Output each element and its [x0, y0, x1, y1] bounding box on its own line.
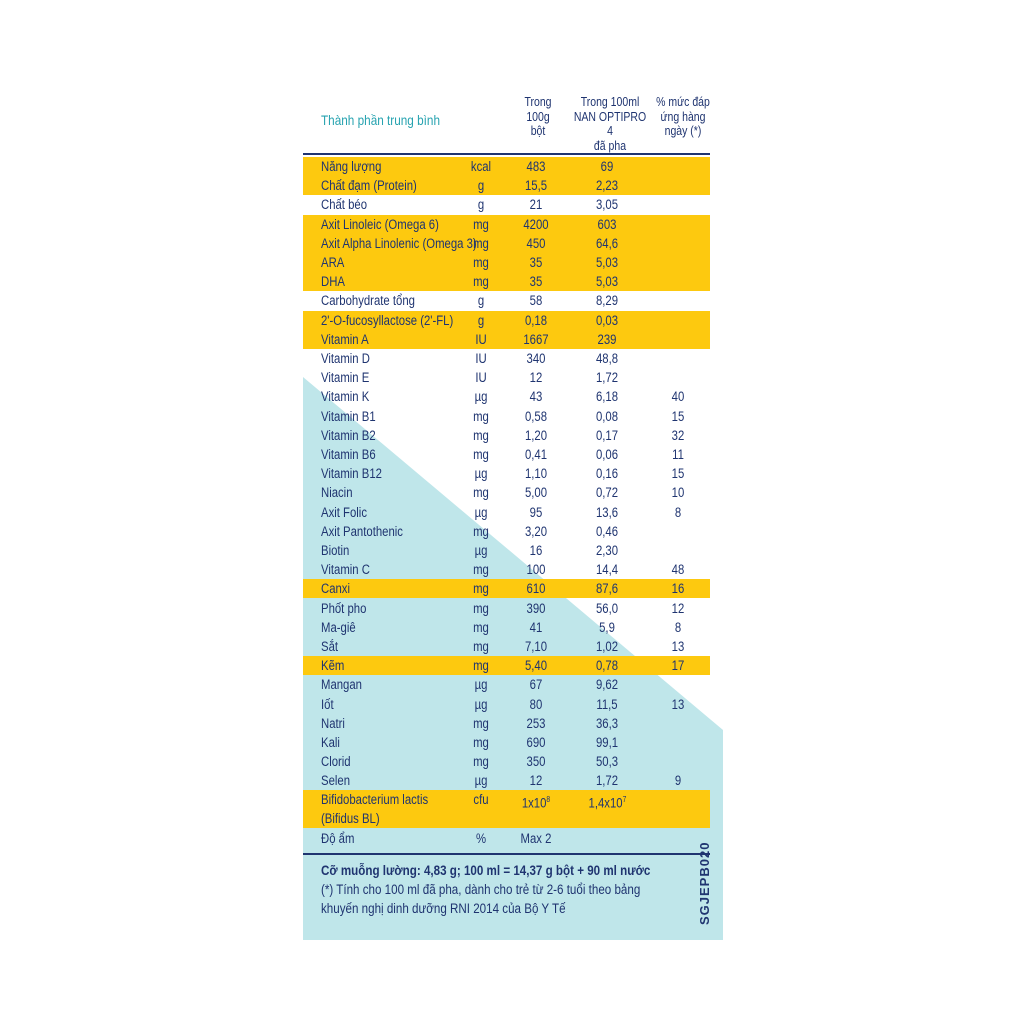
nutrient-name: Axit Linoleic (Omega 6): [321, 216, 439, 232]
column-header-per-100ml: Trong 100ml NAN OPTIPRO 4 đã pha: [573, 95, 647, 153]
nutrient-unit: mg: [473, 274, 489, 290]
column-header-daily-percent: % mức đáp ứng hàng ngày (*): [656, 95, 710, 138]
daily-value-percent: 32: [671, 427, 685, 443]
value-per-100g: 15,5: [524, 178, 548, 194]
row-highlight: [303, 272, 710, 291]
nutrient-name: Axit Folic: [321, 504, 368, 520]
table-row: [303, 733, 710, 752]
daily-value-percent: 40: [671, 389, 685, 405]
nutrient-name: Vitamin B1: [321, 408, 376, 424]
nutrient-name: Canxi: [321, 581, 350, 597]
nutrient-name: Độ ẩm: [321, 831, 355, 846]
nutrient-name: Vitamin B2: [321, 427, 376, 443]
daily-value-percent: 8: [674, 504, 682, 520]
value-per-100g: 5,40: [524, 658, 548, 674]
nutrient-name: Axit Alpha Linolenic (Omega 3): [321, 235, 477, 251]
value-per-100ml: 0,08: [595, 408, 619, 424]
value-per-100g: 4200: [523, 216, 549, 232]
nutrient-name: Ma-giê: [321, 619, 356, 635]
daily-value-percent: 17: [671, 658, 685, 674]
table-row: [303, 599, 710, 618]
table-row: [303, 560, 710, 579]
value-per-100ml: 0,46: [595, 523, 619, 539]
value-per-100ml: 0,72: [595, 485, 619, 501]
nutrient-name: Chất béo: [321, 197, 368, 213]
nutrient-unit: mg: [473, 562, 489, 578]
table-row: [303, 445, 710, 464]
nutrient-unit: µg: [474, 677, 488, 693]
value-per-100ml: 99,1: [595, 735, 619, 750]
value-per-100ml: 14,4: [595, 562, 619, 578]
nutrient-name: Biotin: [321, 543, 350, 558]
table-row: [303, 387, 710, 406]
table-row: [303, 541, 710, 560]
nutrient-unit: µg: [474, 466, 488, 482]
nutrient-name: Carbohydrate tổng: [321, 293, 415, 309]
value-per-100g: 16: [529, 543, 543, 558]
table-row: [303, 618, 710, 637]
value-per-100ml: 2,30: [595, 543, 619, 558]
nutrient-unit: µg: [474, 504, 488, 520]
footer-divider: [303, 853, 710, 855]
value-per-100ml: 1,72: [595, 370, 619, 386]
value-per-100ml: 13,6: [595, 504, 619, 520]
value-per-100ml: 239: [597, 331, 617, 347]
table-row: [303, 637, 710, 656]
nutrient-unit: mg: [473, 581, 489, 597]
table-row: [303, 675, 710, 694]
table-row: [303, 503, 710, 522]
table-row: [303, 291, 710, 310]
value-per-100g: 1,10: [524, 466, 548, 482]
value-per-100ml: 1,72: [595, 773, 619, 789]
table-row: [303, 771, 710, 790]
nutrition-facts-panel: [303, 85, 723, 940]
value-per-100ml: 48,8: [595, 351, 619, 366]
daily-value-percent: 15: [671, 466, 685, 482]
table-row: [303, 695, 710, 714]
value-per-100ml: 6,18: [595, 389, 619, 405]
table-row: [303, 272, 710, 291]
value-per-100g: $1x10^8$: [521, 795, 551, 811]
nutrient-unit: cfu: [473, 792, 489, 807]
table-row: [303, 483, 710, 502]
nutrient-unit: mg: [473, 639, 489, 654]
daily-value-percent: 48: [671, 562, 685, 578]
nutrient-name: Vitamin C: [321, 562, 370, 578]
daily-value-percent: 9: [674, 773, 682, 789]
row-highlight: [303, 253, 710, 272]
value-per-100g: 690: [526, 735, 546, 750]
nutrient-name: 2'-O-fucosyllactose (2'-FL): [321, 312, 454, 328]
value-per-100ml: 69: [600, 159, 614, 174]
nutrient-name: Selen: [321, 773, 351, 789]
value-per-100ml: 56,0: [595, 600, 619, 616]
daily-value-percent: 12: [671, 600, 685, 616]
table-row: [303, 195, 710, 214]
table-row: [303, 464, 710, 483]
nutrient-unit: mg: [473, 523, 489, 539]
nutrient-unit: g: [477, 197, 485, 213]
value-per-100ml: 3,05: [595, 197, 619, 213]
value-per-100g: 67: [529, 677, 543, 693]
nutrient-unit: µg: [474, 773, 488, 789]
value-per-100g: 610: [526, 581, 546, 597]
daily-value-percent: 10: [671, 485, 685, 501]
value-per-100ml: $1,4x10^7$: [588, 795, 627, 811]
value-per-100g: 340: [526, 351, 546, 366]
value-per-100g: 100: [526, 562, 546, 578]
value-per-100g: Max 2: [520, 831, 552, 846]
nutrient-name: Vitamin A: [321, 331, 369, 347]
nutrient-name: Vitamin B12: [321, 466, 382, 482]
nutrient-unit: µg: [474, 389, 488, 405]
nutrient-unit: µg: [474, 543, 488, 558]
nutrient-unit: mg: [473, 235, 489, 251]
nutrient-unit: %: [475, 831, 487, 846]
nutrient-unit: mg: [473, 447, 489, 462]
value-per-100ml: 5,03: [595, 274, 619, 290]
table-row-moisture: [303, 829, 710, 848]
table-row: [303, 157, 710, 176]
nutrient-name: Mangan: [321, 677, 362, 693]
value-per-100ml: 87,6: [595, 581, 619, 597]
value-per-100g: 0,18: [524, 312, 548, 328]
value-per-100ml: 11,5: [596, 696, 618, 712]
value-per-100g: 5,00: [524, 485, 548, 501]
nutrient-name: Vitamin K: [321, 389, 370, 405]
column-header-per-100g: Trong 100g bột: [524, 95, 552, 138]
nutrient-unit: mg: [473, 255, 489, 270]
value-per-100ml: 0,17: [595, 427, 619, 443]
value-per-100g: 253: [526, 715, 546, 731]
nutrient-name: Iốt: [321, 696, 334, 712]
daily-value-percent: 11: [672, 447, 684, 462]
daily-value-percent: 13: [671, 696, 685, 712]
nutrient-name: Kali: [321, 735, 340, 750]
table-row: [303, 522, 710, 541]
value-per-100g: 450: [526, 235, 546, 251]
value-per-100ml: 50,3: [595, 754, 619, 770]
nutrient-name: DHA: [321, 274, 345, 290]
nutrient-name: Axit Pantothenic: [321, 523, 403, 539]
table-row: [303, 426, 710, 445]
nutrient-unit: mg: [473, 600, 489, 616]
nutrient-unit: g: [477, 178, 485, 194]
footnote-line-1: (*) Tính cho 100 ml đã pha, dành cho trẻ từ 2-6 tuổi theo bảng: [321, 882, 641, 897]
value-per-100ml: 36,3: [595, 715, 619, 731]
nutrient-unit: mg: [473, 619, 489, 635]
nutrient-name: Sắt: [321, 639, 339, 654]
value-per-100g: 3,20: [524, 523, 548, 539]
nutrient-unit: IU: [475, 331, 487, 347]
value-per-100g: 1,20: [524, 427, 548, 443]
daily-value-percent: 16: [671, 581, 685, 597]
value-per-100ml: 0,16: [595, 466, 619, 482]
value-per-100g: 80: [529, 696, 543, 712]
value-per-100g: 12: [529, 370, 543, 386]
footnote-line-2: khuyến nghị dinh dưỡng RNI 2014 của Bộ Y Tế: [321, 901, 566, 916]
value-per-100ml: 5,03: [595, 255, 619, 270]
table-title: Thành phần trung bình: [321, 112, 441, 128]
nutrient-unit: kcal: [470, 159, 492, 174]
value-per-100g: 21: [529, 197, 543, 213]
value-per-100ml: 0,06: [595, 447, 619, 462]
nutrient-name: Chất đạm (Protein): [321, 178, 417, 194]
table-row: [303, 176, 710, 195]
serving-size-text: Cỡ muỗng lường: 4,83 g; 100 ml = 14,37 g bột + 90 ml nước: [321, 863, 651, 878]
value-per-100g: 0,58: [524, 408, 548, 424]
table-row: [303, 714, 710, 733]
table-row: [303, 253, 710, 272]
nutrient-unit: mg: [473, 735, 489, 750]
value-per-100g: 7,10: [524, 639, 548, 654]
nutrient-name: Phốt pho: [321, 600, 367, 616]
value-per-100g: 41: [529, 619, 543, 635]
nutrient-name: Natri: [321, 715, 345, 731]
table-row: [303, 330, 710, 349]
nutrient-name: Vitamin B6: [321, 447, 376, 462]
table-row: [303, 311, 710, 330]
table-row: [303, 752, 710, 771]
nutrient-unit: g: [477, 312, 485, 328]
value-per-100g: 95: [529, 504, 543, 520]
nutrient-unit: mg: [473, 216, 489, 232]
table-row: [303, 407, 710, 426]
daily-value-percent: 13: [671, 639, 685, 654]
nutrient-unit: mg: [473, 715, 489, 731]
nutrient-unit: g: [477, 293, 485, 309]
value-per-100g: 1667: [523, 331, 549, 347]
value-per-100ml: 5,9: [599, 619, 615, 635]
value-per-100ml: 1,02: [595, 639, 619, 654]
row-highlight: [303, 579, 710, 598]
row-highlight: [303, 656, 710, 675]
value-per-100g: 12: [529, 773, 543, 789]
table-row-bifidus: [303, 790, 710, 828]
nutrient-name: Vitamin E: [321, 370, 370, 386]
value-per-100ml: 603: [597, 216, 617, 232]
nutrient-name: Kẽm: [321, 658, 345, 674]
value-per-100ml: 0,03: [595, 312, 619, 328]
value-per-100g: 390: [526, 600, 546, 616]
daily-value-percent: 8: [674, 619, 682, 635]
value-per-100g: 43: [529, 389, 543, 405]
value-per-100ml: 8,29: [595, 293, 619, 309]
table-row: [303, 349, 710, 368]
value-per-100g: 483: [526, 159, 546, 174]
nutrient-unit: mg: [473, 485, 489, 501]
nutrient-name: Clorid: [321, 754, 351, 770]
value-per-100ml: 9,62: [595, 677, 619, 693]
nutrient-name: Niacin: [321, 485, 353, 501]
nutrient-unit: mg: [473, 658, 489, 674]
daily-value-percent: 15: [671, 408, 685, 424]
nutrient-unit: mg: [473, 408, 489, 424]
table-row: [303, 215, 710, 234]
table-row: [303, 368, 710, 387]
value-per-100g: 350: [526, 754, 546, 770]
nutrient-unit: mg: [473, 754, 489, 770]
value-per-100g: 0,41: [524, 447, 548, 462]
value-per-100g: 35: [529, 274, 543, 290]
value-per-100g: 35: [529, 255, 543, 270]
nutrient-name: Bifidobacterium lactis (Bifidus BL): [321, 792, 429, 826]
nutrient-name: Năng lượng: [321, 159, 382, 174]
product-code: SGJEPB020: [697, 841, 712, 925]
value-per-100g: 58: [529, 293, 543, 309]
nutrient-unit: mg: [473, 427, 489, 443]
nutrient-name: ARA: [321, 255, 345, 270]
nutrient-unit: IU: [475, 370, 487, 386]
value-per-100ml: 0,78: [595, 658, 619, 674]
value-per-100ml: 2,23: [595, 178, 619, 194]
value-per-100ml: 64,6: [595, 235, 619, 251]
header-divider: [303, 153, 710, 155]
nutrient-unit: IU: [475, 351, 487, 366]
table-row: [303, 234, 710, 253]
table-row: [303, 579, 710, 598]
table-row: [303, 656, 710, 675]
nutrient-unit: µg: [474, 696, 488, 712]
nutrient-name: Vitamin D: [321, 351, 370, 366]
